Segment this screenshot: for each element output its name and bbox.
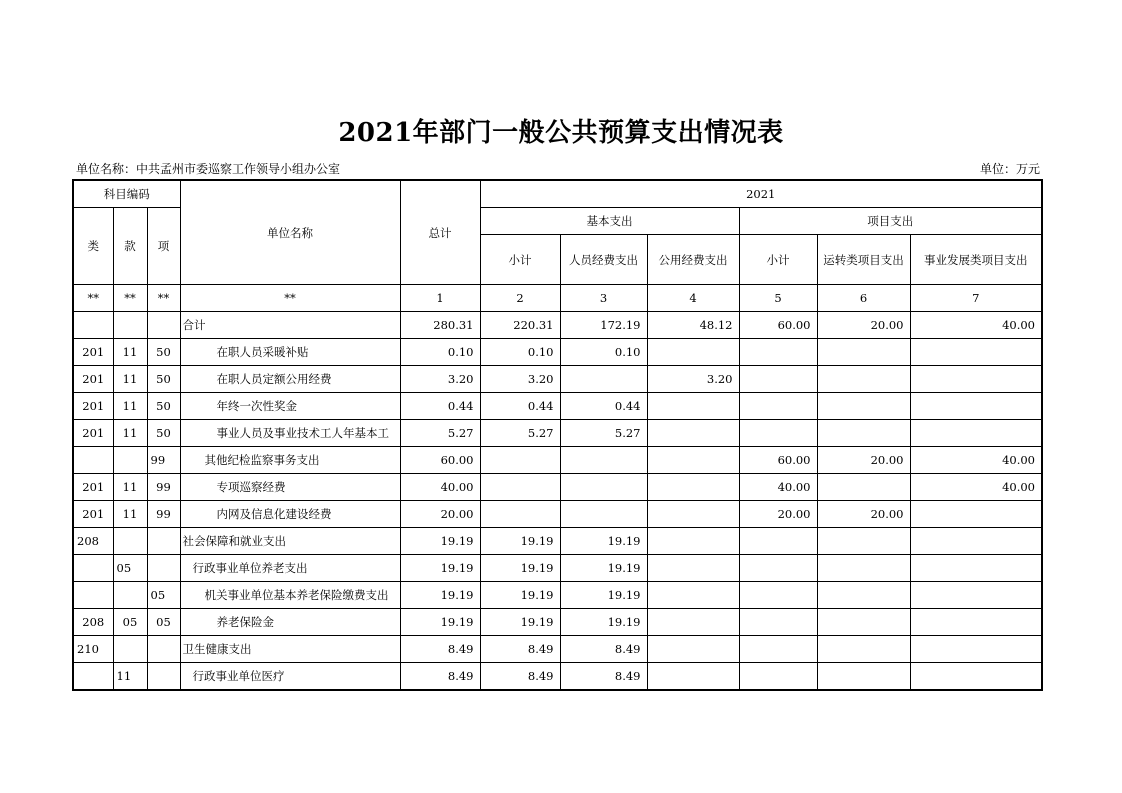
cell-personnel bbox=[560, 447, 647, 474]
cell-operation: 20.00 bbox=[817, 501, 910, 528]
cell-basic-subtotal: 8.49 bbox=[480, 663, 560, 691]
cell-xiang: 50 bbox=[147, 339, 180, 366]
cell-project-subtotal bbox=[739, 609, 817, 636]
header-personnel: 人员经费支出 bbox=[560, 235, 647, 285]
cell-kuan: 11 bbox=[113, 393, 147, 420]
table-row bbox=[73, 447, 1042, 474]
cell-public bbox=[647, 609, 739, 636]
cell-operation bbox=[817, 609, 910, 636]
cell-public bbox=[647, 528, 739, 555]
cell-unit-name: 年终一次性奖金 bbox=[180, 393, 400, 420]
cell-total: 0.10 bbox=[400, 339, 480, 366]
cell-development bbox=[910, 555, 1042, 582]
cell-basic-subtotal: 0.44 bbox=[480, 393, 560, 420]
cell-unit-name: 养老保险金 bbox=[180, 609, 400, 636]
cell-public bbox=[647, 501, 739, 528]
cell-xiang: 99 bbox=[147, 474, 180, 501]
cell-xiang: 50 bbox=[147, 393, 180, 420]
cell-total: 40.00 bbox=[400, 474, 480, 501]
cell-xiang: 99 bbox=[147, 447, 180, 474]
table-row bbox=[73, 501, 1042, 528]
cell-total: 20.00 bbox=[400, 501, 480, 528]
cell-operation bbox=[817, 339, 910, 366]
cell-unit-name: 行政事业单位养老支出 bbox=[180, 555, 400, 582]
cell-personnel: 19.19 bbox=[560, 582, 647, 609]
table-row bbox=[73, 339, 1042, 366]
index-cell: ** bbox=[180, 285, 400, 312]
cell-lei: 210 bbox=[73, 636, 113, 663]
cell-kuan bbox=[113, 582, 147, 609]
cell-total: 19.19 bbox=[400, 555, 480, 582]
cell-personnel: 19.19 bbox=[560, 528, 647, 555]
cell-kuan: 11 bbox=[113, 339, 147, 366]
table-row bbox=[73, 528, 1042, 555]
cell-unit-name: 合计 bbox=[180, 312, 400, 339]
unit-name-label: 单位名称：中共孟州市委巡察工作领导小组办公室 bbox=[76, 162, 341, 176]
cell-basic-subtotal: 19.19 bbox=[480, 609, 560, 636]
cell-personnel: 19.19 bbox=[560, 555, 647, 582]
header-operation: 运转类项目支出 bbox=[817, 235, 910, 285]
cell-basic-subtotal: 220.31 bbox=[480, 312, 560, 339]
cell-lei bbox=[73, 312, 113, 339]
cell-public bbox=[647, 663, 739, 691]
header-development: 事业发展类项目支出 bbox=[910, 235, 1042, 285]
cell-xiang bbox=[147, 636, 180, 663]
cell-total: 5.27 bbox=[400, 420, 480, 447]
table-row bbox=[73, 555, 1042, 582]
cell-development: 40.00 bbox=[910, 447, 1042, 474]
cell-total: 3.20 bbox=[400, 366, 480, 393]
cell-basic-subtotal: 19.19 bbox=[480, 555, 560, 582]
header-xiang: 项 bbox=[147, 208, 180, 285]
header-subject-code: 科目编码 bbox=[73, 180, 180, 208]
cell-xiang bbox=[147, 663, 180, 691]
unit-measure-label: 单位：万元 bbox=[979, 162, 1040, 176]
cell-total: 280.31 bbox=[400, 312, 480, 339]
header-public: 公用经费支出 bbox=[647, 235, 739, 285]
cell-development: 40.00 bbox=[910, 312, 1042, 339]
cell-project-subtotal: 60.00 bbox=[739, 312, 817, 339]
cell-unit-name: 专项巡察经费 bbox=[180, 474, 400, 501]
cell-unit-name: 内网及信息化建设经费 bbox=[180, 501, 400, 528]
index-cell: 6 bbox=[817, 285, 910, 312]
cell-basic-subtotal bbox=[480, 501, 560, 528]
cell-public bbox=[647, 447, 739, 474]
cell-public bbox=[647, 474, 739, 501]
cell-operation bbox=[817, 474, 910, 501]
cell-project-subtotal bbox=[739, 366, 817, 393]
cell-development bbox=[910, 501, 1042, 528]
cell-basic-subtotal bbox=[480, 447, 560, 474]
cell-public bbox=[647, 339, 739, 366]
cell-project-subtotal: 20.00 bbox=[739, 501, 817, 528]
cell-kuan bbox=[113, 636, 147, 663]
cell-personnel: 0.44 bbox=[560, 393, 647, 420]
header-basic: 基本支出 bbox=[480, 208, 739, 235]
cell-kuan: 11 bbox=[113, 420, 147, 447]
cell-project-subtotal bbox=[739, 393, 817, 420]
cell-total: 8.49 bbox=[400, 663, 480, 691]
cell-basic-subtotal: 0.10 bbox=[480, 339, 560, 366]
cell-basic-subtotal: 8.49 bbox=[480, 636, 560, 663]
cell-xiang: 05 bbox=[147, 609, 180, 636]
cell-operation bbox=[817, 555, 910, 582]
cell-kuan: 11 bbox=[113, 474, 147, 501]
header-subtotal: 小计 bbox=[480, 235, 560, 285]
cell-basic-subtotal bbox=[480, 474, 560, 501]
cell-unit-name: 卫生健康支出 bbox=[180, 636, 400, 663]
header-project-subtotal: 小计 bbox=[739, 235, 817, 285]
cell-kuan bbox=[113, 312, 147, 339]
cell-xiang: 50 bbox=[147, 420, 180, 447]
cell-public: 48.12 bbox=[647, 312, 739, 339]
budget-table bbox=[72, 179, 1043, 691]
index-cell: 3 bbox=[560, 285, 647, 312]
cell-lei: 201 bbox=[73, 393, 113, 420]
cell-xiang bbox=[147, 555, 180, 582]
cell-lei: 201 bbox=[73, 501, 113, 528]
cell-kuan bbox=[113, 447, 147, 474]
cell-operation bbox=[817, 366, 910, 393]
cell-personnel: 8.49 bbox=[560, 663, 647, 691]
header-year: 2021 bbox=[480, 180, 1042, 208]
cell-development bbox=[910, 636, 1042, 663]
cell-project-subtotal bbox=[739, 420, 817, 447]
cell-lei: 201 bbox=[73, 474, 113, 501]
cell-personnel: 8.49 bbox=[560, 636, 647, 663]
table-row bbox=[73, 393, 1042, 420]
cell-total: 8.49 bbox=[400, 636, 480, 663]
cell-lei: 201 bbox=[73, 366, 113, 393]
table-row bbox=[73, 663, 1042, 691]
cell-public: 3.20 bbox=[647, 366, 739, 393]
header-total: 总计 bbox=[400, 180, 480, 285]
cell-total: 0.44 bbox=[400, 393, 480, 420]
cell-basic-subtotal: 19.19 bbox=[480, 528, 560, 555]
cell-development bbox=[910, 420, 1042, 447]
header-kuan: 款 bbox=[113, 208, 147, 285]
cell-public bbox=[647, 555, 739, 582]
cell-development: 40.00 bbox=[910, 474, 1042, 501]
cell-project-subtotal bbox=[739, 663, 817, 691]
index-cell: ** bbox=[113, 285, 147, 312]
cell-unit-name: 机关事业单位基本养老保险缴费支出 bbox=[180, 582, 400, 609]
index-row bbox=[73, 285, 1042, 312]
cell-xiang bbox=[147, 312, 180, 339]
cell-personnel: 0.10 bbox=[560, 339, 647, 366]
index-cell: 1 bbox=[400, 285, 480, 312]
cell-lei: 208 bbox=[73, 609, 113, 636]
table-row bbox=[73, 582, 1042, 609]
cell-development bbox=[910, 663, 1042, 691]
table-row bbox=[73, 366, 1042, 393]
cell-kuan: 05 bbox=[113, 555, 147, 582]
cell-total: 60.00 bbox=[400, 447, 480, 474]
table-row bbox=[73, 474, 1042, 501]
cell-public bbox=[647, 393, 739, 420]
cell-operation: 20.00 bbox=[817, 447, 910, 474]
cell-operation bbox=[817, 663, 910, 691]
cell-total: 19.19 bbox=[400, 609, 480, 636]
cell-basic-subtotal: 19.19 bbox=[480, 582, 560, 609]
cell-xiang: 05 bbox=[147, 582, 180, 609]
cell-lei: 201 bbox=[73, 339, 113, 366]
cell-operation bbox=[817, 582, 910, 609]
cell-public bbox=[647, 582, 739, 609]
cell-project-subtotal bbox=[739, 636, 817, 663]
cell-personnel: 19.19 bbox=[560, 609, 647, 636]
cell-operation bbox=[817, 636, 910, 663]
index-cell: 4 bbox=[647, 285, 739, 312]
table-row bbox=[73, 312, 1042, 339]
cell-project-subtotal: 40.00 bbox=[739, 474, 817, 501]
cell-unit-name: 在职人员采暖补贴 bbox=[180, 339, 400, 366]
cell-operation bbox=[817, 420, 910, 447]
index-cell: 5 bbox=[739, 285, 817, 312]
cell-development bbox=[910, 366, 1042, 393]
page-title: 2021年部门一般公共预算支出情况表 bbox=[338, 118, 784, 148]
cell-xiang: 99 bbox=[147, 501, 180, 528]
cell-public bbox=[647, 636, 739, 663]
cell-kuan bbox=[113, 528, 147, 555]
header-unit-name: 单位名称 bbox=[180, 180, 400, 285]
cell-lei bbox=[73, 447, 113, 474]
cell-unit-name: 事业人员及事业技术工人年基本工 bbox=[180, 420, 400, 447]
cell-development bbox=[910, 609, 1042, 636]
cell-project-subtotal bbox=[739, 555, 817, 582]
cell-total: 19.19 bbox=[400, 528, 480, 555]
index-cell: ** bbox=[73, 285, 113, 312]
cell-project-subtotal bbox=[739, 582, 817, 609]
index-cell: ** bbox=[147, 285, 180, 312]
cell-kuan: 11 bbox=[113, 501, 147, 528]
cell-operation bbox=[817, 393, 910, 420]
cell-personnel bbox=[560, 501, 647, 528]
cell-personnel: 5.27 bbox=[560, 420, 647, 447]
cell-unit-name: 社会保障和就业支出 bbox=[180, 528, 400, 555]
cell-personnel bbox=[560, 366, 647, 393]
cell-xiang: 50 bbox=[147, 366, 180, 393]
cell-project-subtotal bbox=[739, 528, 817, 555]
cell-basic-subtotal: 3.20 bbox=[480, 366, 560, 393]
index-cell: 7 bbox=[910, 285, 1042, 312]
cell-lei: 201 bbox=[73, 420, 113, 447]
cell-personnel bbox=[560, 474, 647, 501]
cell-xiang bbox=[147, 528, 180, 555]
cell-lei: 208 bbox=[73, 528, 113, 555]
cell-project-subtotal bbox=[739, 339, 817, 366]
cell-development bbox=[910, 339, 1042, 366]
table-row bbox=[73, 420, 1042, 447]
cell-operation: 20.00 bbox=[817, 312, 910, 339]
cell-public bbox=[647, 420, 739, 447]
cell-development bbox=[910, 528, 1042, 555]
cell-kuan: 05 bbox=[113, 609, 147, 636]
header-lei: 类 bbox=[73, 208, 113, 285]
cell-total: 19.19 bbox=[400, 582, 480, 609]
cell-kuan: 11 bbox=[113, 366, 147, 393]
cell-unit-name: 其他纪检监察事务支出 bbox=[180, 447, 400, 474]
cell-lei bbox=[73, 555, 113, 582]
cell-personnel: 172.19 bbox=[560, 312, 647, 339]
cell-project-subtotal: 60.00 bbox=[739, 447, 817, 474]
table-row bbox=[73, 636, 1042, 663]
cell-operation bbox=[817, 528, 910, 555]
cell-development bbox=[910, 393, 1042, 420]
header-row-1 bbox=[73, 180, 1042, 208]
table-row bbox=[73, 609, 1042, 636]
cell-unit-name: 行政事业单位医疗 bbox=[180, 663, 400, 691]
index-cell: 2 bbox=[480, 285, 560, 312]
cell-development bbox=[910, 582, 1042, 609]
cell-basic-subtotal: 5.27 bbox=[480, 420, 560, 447]
cell-lei bbox=[73, 582, 113, 609]
cell-unit-name: 在职人员定额公用经费 bbox=[180, 366, 400, 393]
cell-lei bbox=[73, 663, 113, 691]
header-project: 项目支出 bbox=[739, 208, 1042, 235]
cell-kuan: 11 bbox=[113, 663, 147, 691]
